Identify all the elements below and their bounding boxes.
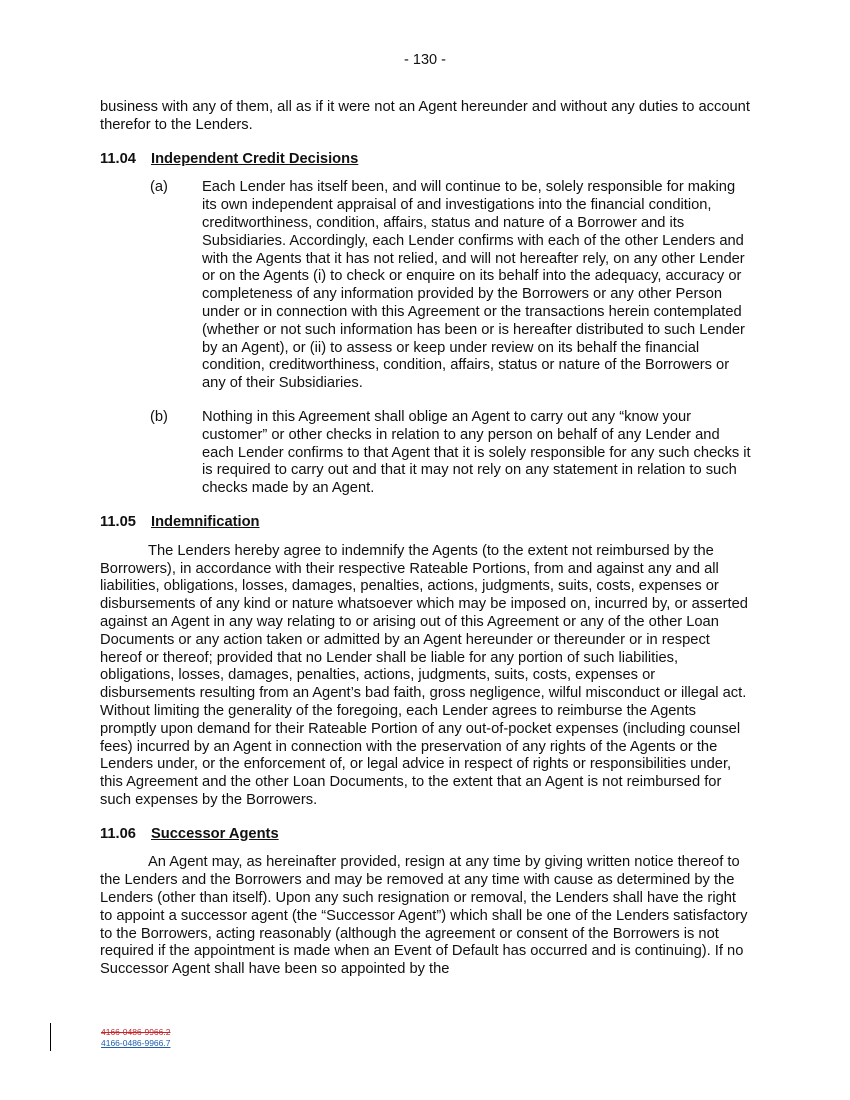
document-body [100, 99, 752, 995]
section-number: 11.05 [100, 513, 136, 530]
section-heading-11-04 [100, 151, 752, 169]
item-text: Nothing in this Agreement shall oblige an Agent to carry out any “know your customer” or other checks in relation to any person on behalf of any Lender and each Lender confirms to that Agent that it is solely responsible for any such checks it is required to carry out and that it may not rely on any statement in relation to such checks made by an Agent. [202, 408, 751, 497]
item-label: (b) [150, 408, 168, 425]
document-footer [101, 1027, 170, 1049]
page-number: - 130 - [404, 52, 446, 68]
item-text: Each Lender has itself been, and will continue to be, solely responsible for making its own independent appraisal of and investigations into the financial condition, creditworthiness, condition, affairs, status and nature of a Borrower and its Subsidiaries. Accordingly, each Lender confirms with each of the other Lenders and with the Agents that it has not relied, and will not hereafter rely, on any other Lender or on the Agents (i) to check or enquire on its behalf into the adequacy, accuracy or completeness of any information provided by the Borrowers or any other Person under or in connection with this Agreement or the transactions herein contemplated (whether or not such information has been or is hereafter distributed to such Lender by an Agent), or (ii) to assess or keep under review on its behalf the financial condition, creditworthiness, condition, affairs, status or nature of the Borrowers or any of their Subsidiaries. [202, 179, 745, 392]
successor-agents-paragraph: An Agent may, as hereinafter provided, resign at any time by giving written notice thereof to the Lenders and the Borrowers and may be removed at any time with cause as determined by the Lenders (other than itself). Upon any such resignation or removal, the Lenders shall have the right to appoint a successor agent (the “Successor Agent”) which shall be one of the Lenders satisfactory to the Borrowers, acting reasonably (although the agreement or consent of the Borrowers is not required if the appointment is made when an Event of Default has occurred and is continuing). If no Successor Agent shall have been so appointed by the [100, 854, 748, 978]
change-bar [50, 1023, 51, 1051]
intro-paragraph: business with any of them, all as if it were not an Agent hereunder and without any duties to account therefor to the Lenders. [100, 99, 750, 133]
footer-inserted-reference: 4166-0486-9966.7 [101, 1038, 171, 1048]
list-item-b [100, 409, 752, 498]
section-title: Indemnification [151, 513, 260, 530]
section-heading-11-06 [100, 826, 752, 844]
section-title: Successor Agents [151, 825, 279, 842]
footer-deleted-reference: 4166-0486-9966.2 [101, 1027, 171, 1037]
indemnification-paragraph: The Lenders hereby agree to indemnify the Agents (to the extent not reimbursed by the Borrowers), in accordance with their respective Rateable Portions, from and against any and all liabilities, obligations, losses, damages, penalties, actions, judgments, suits, costs, expenses or disbursements of any kind or nature whatsoever which may be imposed on, incurred by, or asserted against an Agent in any way relating to or arising out of this Agreement or any of the other Loan Documents or any action taken or admitted by an Agent hereunder or thereunder or in respect hereof or thereof; provided that no Lender shall be liable for any portion of such liabilities, obligations, losses, damages, penalties, actions, judgments, suits, costs, expenses or disbursements resulting from an Agent’s bad faith, gross negligence, wilful misconduct or illegal act. Without limiting the generality of the foregoing, each Lender agrees to reimburse the Agents promptly upon demand for their Rateable Portion of any out-of-pocket expenses (including counsel fees) incurred by an Agent in connection with the preservation of any rights of the Agents or the Lenders under, or the enforcement of, or legal advice in respect of rights or responsibilities under, this Agreement and the other Loan Documents, to the extent that an Agent is not reimbursed for such expenses by the Borrowers. [100, 542, 748, 808]
item-label: (a) [150, 179, 168, 196]
section-number: 11.04 [100, 150, 136, 167]
section-title: Independent Credit Decisions [151, 150, 359, 167]
section-heading-11-05 [100, 514, 752, 532]
list-item-a [100, 179, 752, 393]
section-number: 11.06 [100, 825, 136, 842]
